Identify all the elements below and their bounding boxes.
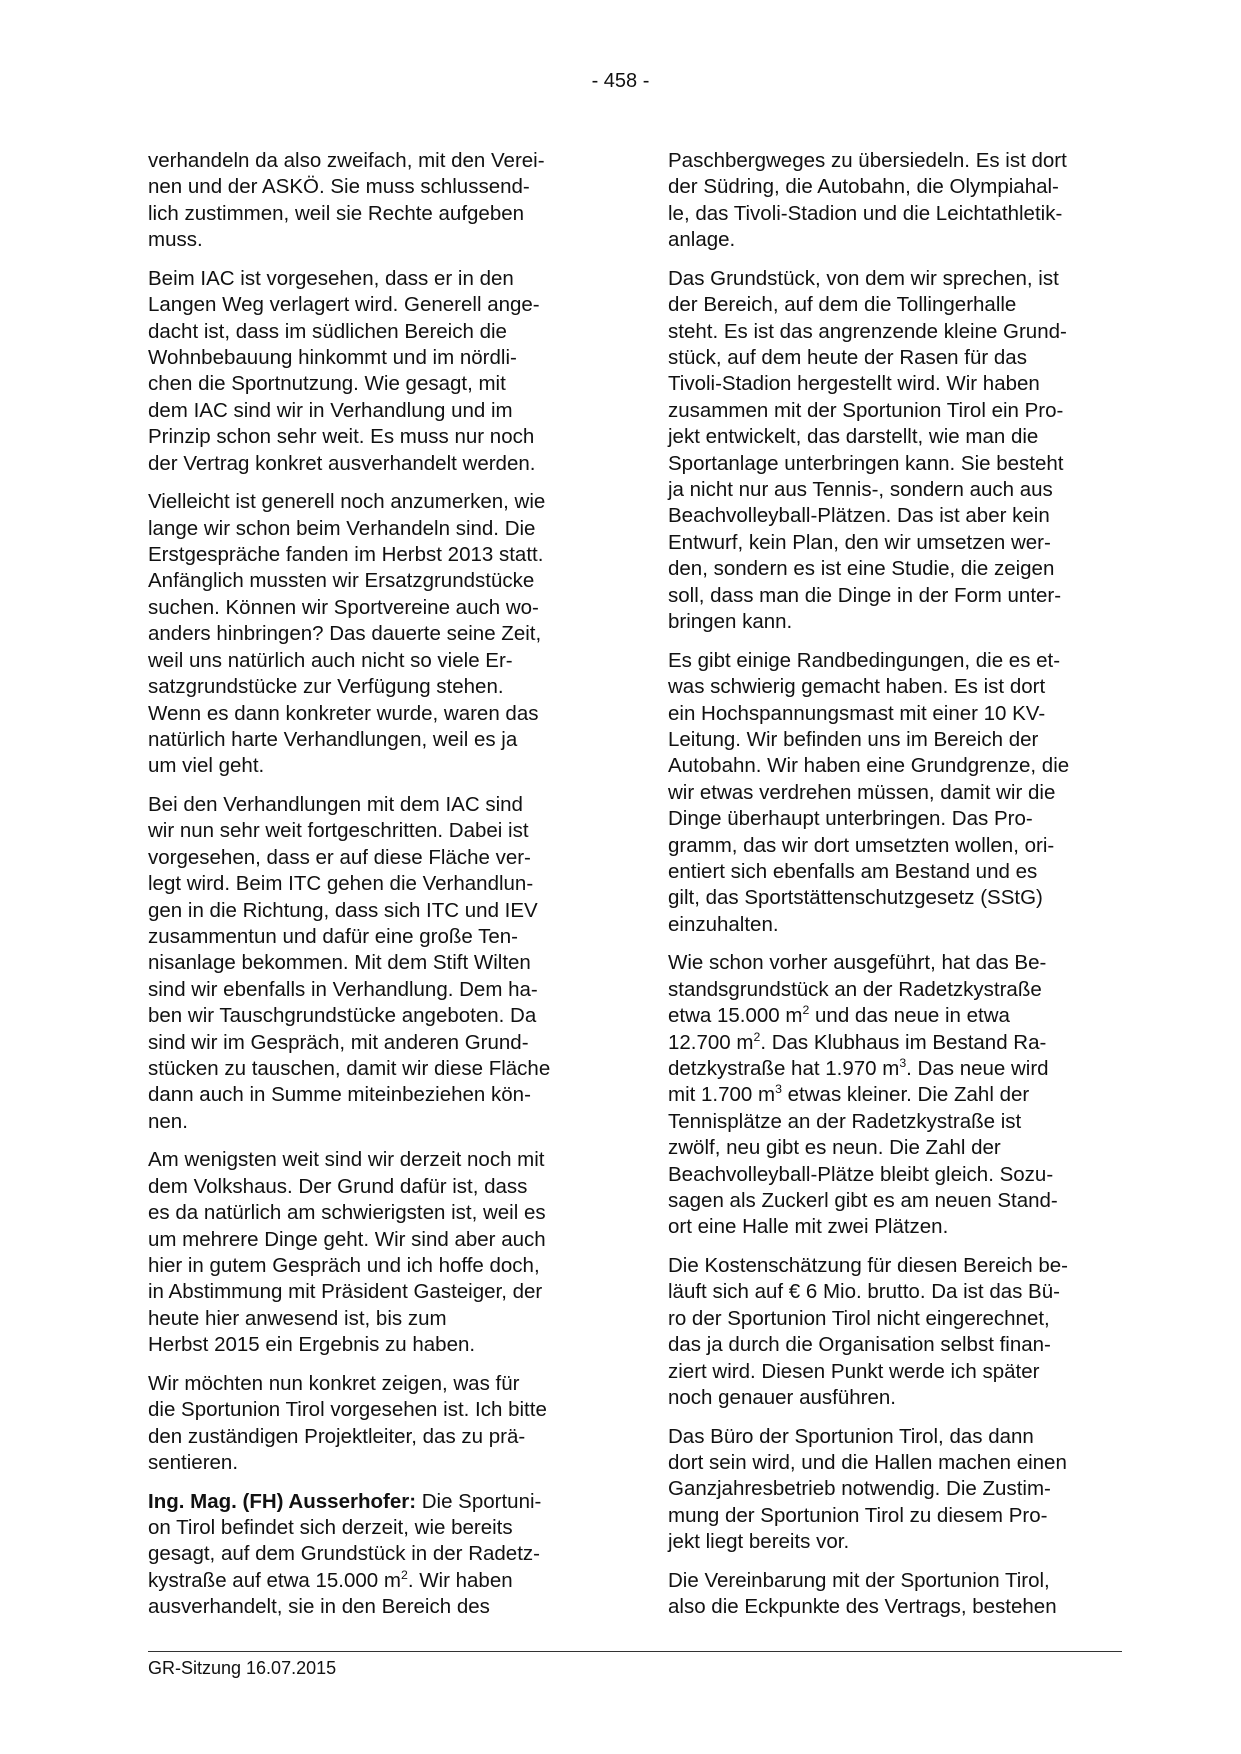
paragraph [668, 266, 1122, 636]
text-line: gramm, das wir dort umsetzten wollen, ori- [668, 833, 1055, 857]
text-line: verhandeln da also zweifach, mit den Verei- [148, 149, 545, 172]
text-line: ausverhandelt, sie in den Bereich des [148, 1595, 490, 1619]
superscript: 2 [802, 1003, 810, 1018]
text-line: steht. Es ist das angrenzende kleine Grund- [668, 319, 1067, 343]
text-line: ziert wird. Diesen Punkt werde ich später [668, 1359, 1040, 1383]
text-line: ja nicht nur aus Tennis-, sondern auch aus [668, 478, 1053, 502]
text-line: ort eine Halle mit zwei Plätzen. [668, 1215, 949, 1239]
text-line: einzuhalten. [668, 912, 779, 936]
text-line: gen in die Richtung, dass sich ITC und IEV [148, 898, 538, 922]
text-line: läuft sich auf € 6 Mio. brutto. Da ist das Bü- [668, 1280, 1060, 1304]
text-line: Leitung. Wir befinden uns im Bereich der [668, 727, 1039, 751]
text-line: lich zustimmen, weil sie Rechte aufgeben [148, 201, 525, 225]
text-line: um mehrere Dinge geht. Wir sind aber auch [148, 1227, 546, 1251]
text-line: Entwurf, kein Plan, den wir umsetzen wer- [668, 530, 1051, 554]
text-line: zwölf, neu gibt es neun. Die Zahl der [668, 1136, 1001, 1160]
paragraph [668, 950, 1122, 1240]
text-line: legt wird. Beim ITC gehen die Verhandlun- [148, 872, 534, 896]
paragraph [148, 1147, 598, 1358]
text-line: wir etwas verdrehen müssen, damit wir die [668, 780, 1056, 804]
text-line: Tennisplätze an der Radetzkystraße ist [668, 1109, 1022, 1133]
text-line: Bei den Verhandlungen mit dem IAC sind [148, 792, 523, 816]
text-line: es da natürlich am schwierigsten ist, weil es [148, 1201, 546, 1225]
text-segment: etwa 15.000 m [668, 1004, 803, 1028]
text-line: Die Vereinbarung mit der Sportunion Tirol, [668, 1568, 1050, 1592]
text-line: Es gibt einige Randbedingungen, die es et- [668, 648, 1061, 672]
footer-label: GR-Sitzung 16.07.2015 [148, 1658, 337, 1678]
speaker-paragraph [148, 1489, 598, 1621]
text-line: der Südring, die Autobahn, die Olympiahal- [668, 175, 1059, 199]
text-line: also die Eckpunkte des Vertrags, bestehen [668, 1595, 1057, 1619]
text-line: hier in gutem Gespräch und ich hoffe doch, [148, 1254, 540, 1277]
text-line: ro der Sportunion Tirol nicht eingerechnet, [668, 1306, 1050, 1330]
footer-divider [148, 1651, 1122, 1652]
text-line: den, sondern es ist eine Studie, die zeigen [668, 557, 1055, 581]
text-line: mung der Sportunion Tirol zu diesem Pro- [668, 1503, 1048, 1527]
text-line: Am wenigsten weit sind wir derzeit noch mit [148, 1148, 545, 1172]
text-line: gilt, das Sportstättenschutzgesetz (SStG) [668, 886, 1043, 910]
text-segment: detzkystraße hat 1.970 m [668, 1056, 900, 1080]
paragraph [148, 792, 598, 1135]
text-line: wir nun sehr weit fortgeschritten. Dabei ist [148, 819, 529, 843]
text-line [148, 1489, 598, 1515]
text-line: bringen kann. [668, 610, 793, 634]
text-line: was schwierig gemacht haben. Es ist dort [668, 675, 1046, 699]
text-line: gesagt, auf dem Grundstück in der Radetz- [148, 1542, 540, 1566]
text-line: Anfänglich mussten wir Ersatzgrundstücke [148, 569, 535, 593]
text-segment: . Das Klubhaus im Bestand Ra- [760, 1030, 1047, 1054]
text-segment: etwas kleiner. Die Zahl der [781, 1083, 1030, 1107]
text-line: der Bereich, auf dem die Tollingerhalle [668, 293, 1017, 317]
text-line: muss. [148, 228, 203, 252]
speaker-name: Ing. Mag. (FH) Ausserhofer: [148, 1489, 417, 1513]
text-line [668, 1082, 1122, 1108]
text-line: Wohnbebauung hinkommt und im nördli- [148, 346, 517, 370]
text-line: stücken zu tauschen, damit wir diese Fläche [148, 1056, 551, 1080]
text-line: natürlich harte Verhandlungen, weil es ja [148, 727, 518, 751]
superscript: 2 [400, 1568, 408, 1583]
text-line: sind wir im Gespräch, mit anderen Grund- [148, 1030, 529, 1054]
text-line: anders hinbringen? Das dauerte seine Zeit, [148, 622, 542, 646]
text-line: soll, dass man die Dinge in der Form unter- [668, 583, 1062, 607]
text-line: Wenn es dann konkreter wurde, waren das [148, 701, 539, 725]
text-line [668, 1030, 1122, 1056]
text-line: stück, auf dem heute der Rasen für das [668, 346, 1027, 370]
text-line: weil uns natürlich auch nicht so viele Er- [148, 648, 513, 672]
text-line: um viel geht. [148, 754, 265, 778]
page-number: - 458 - [591, 70, 650, 92]
paragraph [668, 648, 1122, 938]
text-line: Das Büro der Sportunion Tirol, das dann [668, 1424, 1034, 1448]
text-line: Die Kostenschätzung für diesen Bereich be- [668, 1254, 1068, 1277]
text-line: die Sportunion Tirol vorgesehen ist. Ich bitte [148, 1398, 547, 1422]
text-segment: mit 1.700 m [668, 1083, 776, 1107]
text-line: zusammentun und dafür eine große Ten- [148, 924, 518, 948]
text-line: Wie schon vorher ausgeführt, hat das Be- [668, 951, 1047, 975]
text-line: Ganzjahresbetrieb notwendig. Die Zustim- [668, 1477, 1051, 1501]
text-line: dem Volkshaus. Der Grund dafür ist, dass [148, 1174, 528, 1198]
text-line: ein Hochspannungsmast mit einer 10 KV- [668, 701, 1046, 725]
text-line: Beachvolleyball-Plätzen. Das ist aber kein [668, 504, 1050, 528]
text-line: Autobahn. Wir haben eine Grundgrenze, die [668, 754, 1070, 778]
text-line: sind wir ebenfalls in Verhandlung. Dem ha- [148, 977, 538, 1001]
text-line: entiert sich ebenfalls am Bestand und es [668, 859, 1038, 883]
text-line: Dinge überhaupt unterbringen. Das Pro- [668, 807, 1033, 831]
text-line: dann auch in Summe miteinbeziehen kön- [148, 1083, 531, 1107]
text-line: Prinzip schon sehr weit. Es muss nur noch [148, 425, 535, 449]
paragraph [148, 148, 598, 254]
text-line: den zuständigen Projektleiter, das zu prä- [148, 1424, 526, 1448]
text-line: sagen als Zuckerl gibt es am neuen Stand- [668, 1189, 1058, 1212]
text-line: nen und der ASKÖ. Sie muss schlussend- [148, 175, 530, 199]
paragraph [148, 1371, 598, 1477]
paragraph [668, 1253, 1122, 1411]
text-line [668, 1056, 1122, 1082]
text-line: Wir möchten nun konkret zeigen, was für [148, 1371, 520, 1395]
paragraph [668, 1424, 1122, 1556]
text-line: sentieren. [148, 1451, 239, 1475]
text-line [668, 1003, 1122, 1029]
text-line: Langen Weg verlagert wird. Generell ange- [148, 293, 540, 317]
paragraph [668, 1568, 1122, 1621]
text-line: Das Grundstück, von dem wir sprechen, ist [668, 266, 1059, 290]
text-segment: kystraße auf etwa 15.000 m [148, 1568, 401, 1592]
text-segment: Die Sportuni- [416, 1489, 542, 1513]
text-line: in Abstimmung mit Präsident Gasteiger, der [148, 1280, 543, 1304]
text-line: Vielleicht ist generell noch anzumerken, wie [148, 490, 546, 514]
text-line: Beim IAC ist vorgesehen, dass er in den [148, 266, 514, 290]
paragraph [668, 148, 1122, 254]
text-line: Erstgespräche fanden im Herbst 2013 statt. [148, 543, 544, 567]
text-line: noch genauer ausführen. [668, 1386, 896, 1410]
right-column [668, 148, 1122, 1633]
text-line: heute hier anwesend ist, bis zum [148, 1306, 447, 1330]
text-line: der Vertrag konkret ausverhandelt werden. [148, 451, 536, 475]
text-segment: . Wir haben [407, 1568, 513, 1592]
text-line: le, das Tivoli-Stadion und die Leichtathletik- [668, 201, 1063, 225]
left-column [148, 148, 598, 1633]
text-line: zusammen mit der Sportunion Tirol ein Pro- [668, 398, 1064, 422]
text-line: suchen. Können wir Sportvereine auch wo- [148, 595, 539, 619]
text-line: nen. [148, 1109, 188, 1133]
text-line: das ja durch die Organisation selbst finan- [668, 1333, 1051, 1357]
text-line: satzgrundstücke zur Verfügung stehen. [148, 675, 504, 699]
text-line: Paschbergweges zu übersiedeln. Es ist dort [668, 149, 1067, 172]
text-line: chen die Sportnutzung. Wie gesagt, mit [148, 372, 506, 396]
superscript: 2 [753, 1029, 761, 1044]
superscript: 3 [775, 1082, 782, 1097]
text-line: dort sein wird, und die Hallen machen einen [668, 1451, 1067, 1475]
text-line: Beachvolleyball-Plätze bleibt gleich. Sozu- [668, 1162, 1054, 1186]
text-segment: 12.700 m [668, 1030, 754, 1054]
text-line: Sportanlage unterbringen kann. Sie besteht [668, 451, 1064, 475]
text-line: on Tirol befindet sich derzeit, wie bereits [148, 1516, 513, 1540]
superscript: 3 [899, 1056, 907, 1071]
text-line: dem IAC sind wir in Verhandlung und im [148, 398, 513, 422]
text-line: lange wir schon beim Verhandeln sind. Die [148, 516, 536, 540]
text-line [148, 1568, 598, 1594]
text-line: anlage. [668, 228, 736, 252]
text-line: vorgesehen, dass er auf diese Fläche ver- [148, 845, 531, 869]
text-line: dacht ist, dass im südlichen Bereich die [148, 319, 507, 343]
text-line: Tivoli-Stadion hergestellt wird. Wir haben [668, 372, 1040, 396]
text-segment: und das neue in etwa [809, 1004, 1010, 1028]
paragraph [148, 266, 598, 477]
text-line: standsgrundstück an der Radetzkystraße [668, 977, 1042, 1001]
text-line: Herbst 2015 ein Ergebnis zu haben. [148, 1333, 476, 1357]
text-segment: . Das neue wird [906, 1056, 1049, 1080]
text-line: jekt liegt bereits vor. [668, 1530, 850, 1554]
text-line: ben wir Tauschgrundstücke angeboten. Da [148, 1004, 537, 1028]
text-line: nisanlage bekommen. Mit dem Stift Wilten [148, 951, 531, 975]
text-line: jekt entwickelt, das darstellt, wie man die [668, 425, 1039, 449]
paragraph [148, 489, 598, 779]
